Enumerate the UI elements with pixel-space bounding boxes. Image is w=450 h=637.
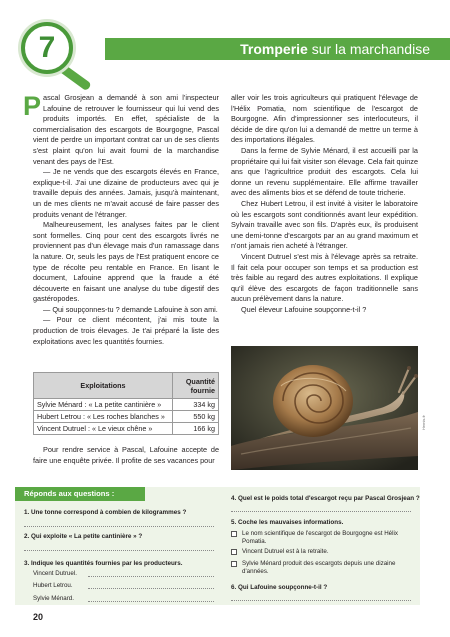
- question-5: 5. Coche les mauvaises informations.: [231, 519, 344, 526]
- checkbox[interactable]: [231, 561, 237, 567]
- snail-photo: [231, 346, 418, 470]
- farm-quantity: 550 kg: [173, 411, 219, 423]
- magnifier-icon: [21, 22, 73, 74]
- paragraph: Pour rendre service à Pascal, Lafouine accepte de faire une enquête privée. Il profite de ses vacances pour: [33, 445, 219, 465]
- production-table: [33, 372, 219, 435]
- table-row: [34, 423, 219, 435]
- answer-line-4[interactable]: [231, 511, 411, 512]
- farm-quantity: 334 kg: [173, 399, 219, 411]
- paragraph: Dans la ferme de Sylvie Ménard, il est accueilli par la propriétaire qui lui fait visiter son élevage. Cela fait quinze ans que l'agricultrice produit des escargots. Cela lui donne un revenu supplémentaire. Elle affirme travailler avec des aliments bios et se défend de toute tricherie.: [231, 145, 418, 198]
- paragraph: Vincent Dutruel s'est mis à l'élevage après sa retraite. Il fait cela pour occuper son temps et sa production est très faible au regard des autres exploitations. Il explique qu'il élève des escargots de façon traditionnelle sans aucun prélèvement dans la nature.: [231, 251, 418, 304]
- checkbox-label: Sylvie Ménard produit des escargots depuis une dizaine d'années.: [242, 560, 396, 575]
- farm-name: Vincent Dutruel : « Le vieux chêne »: [34, 423, 173, 435]
- page-number: 20: [33, 612, 44, 622]
- paragraph: Chez Hubert Letrou, il est invité à visiter le laboratoire où les escargots sont conditionnés avant leur expédition. Sylvain travaille avec son fils. D'après eux, ils produisent une demi-tonne d'escargots par an au grand maximum et n'ont jamais rien acheté à l'étranger.: [231, 198, 418, 251]
- answer-line-2[interactable]: [24, 550, 214, 551]
- column-header: Quantité fournie: [173, 373, 219, 399]
- table-row: [34, 399, 219, 411]
- answer-line-3b[interactable]: [88, 588, 214, 589]
- title-bold: Tromperie: [240, 41, 308, 57]
- question-4: 4. Quel est le poids total d'escargot reçu par Pascal Grosjean ?: [231, 495, 420, 502]
- paragraph: — Qui soupçonnes-tu ? demande Lafouine à son ami.: [43, 304, 218, 314]
- paragraph: Malheureusement, les analyses faites par le client sont formelles. Cinq pour cent des escargots livrés ne proviennent pas d'un élevage mais d'un ramassage dans la nature. Or, seuls les pays de l'Est pratiquent encore ce type de récolte peu rentable en France. En lisant le document, Lafouine apprend que la fraude a été découverte en faisant une analyse du tube digestif des gastéropodes.: [33, 220, 219, 304]
- answer-line-3c[interactable]: [88, 601, 214, 602]
- checkbox-label: Le nom scientifique de l'escargot de Bourgogne est Hélix Pomatia.: [242, 530, 398, 545]
- paragraph: [23, 91, 219, 167]
- snail-illustration: [231, 346, 418, 470]
- farm-quantity: 166 kg: [173, 423, 219, 435]
- photo-credit: Hemis.fr: [421, 415, 426, 430]
- question-1: 1. Une tonne correspond à combien de kilogrammes ?: [24, 509, 187, 516]
- question-6: 6. Qui Lafouine soupçonne-t-il ?: [231, 584, 328, 591]
- question-3: 3. Indique les quantités fournies par les producteurs.: [24, 560, 183, 567]
- answer-line-6[interactable]: [231, 600, 411, 601]
- column-header: Exploitations: [34, 373, 173, 399]
- title-rest: sur la marchandise: [307, 41, 430, 57]
- checkbox[interactable]: [231, 549, 237, 555]
- chapter-number: 7: [38, 31, 56, 64]
- answer-line-1[interactable]: [24, 526, 214, 527]
- checkbox[interactable]: [231, 531, 237, 537]
- questions-box: [15, 487, 420, 605]
- paragraph: — Je ne vends que des escargots élevés en France, explique-t-il. J'ai une dizaine de producteurs avec qui je travaille depuis des années. Jamais, jusqu'à maintenant, un de mes clients ne m'avait accusé de faire passer des produits venant de l'étranger.: [33, 167, 219, 219]
- answer-label: Hubert Letrou.: [33, 582, 73, 589]
- drop-cap: P: [23, 91, 42, 121]
- farm-name: Hubert Letrou : « Les roches blanches »: [34, 411, 173, 423]
- paragraph: aller voir les trois agriculteurs qui pratiquent l'élevage de l'Hélix Pomatia, nom scientifique de l'escargot de Bourgogne. Afin d'impressionner ses interlocuteurs, il décide de dire qu'on lui a demandé de mettre un terme à des importations illégales.: [231, 93, 418, 145]
- story-column-left: [23, 91, 219, 347]
- question-prompt: Quel éleveur Lafouine soupçonne-t-il ?: [241, 304, 367, 314]
- answer-label: Sylvie Ménard.: [33, 595, 74, 602]
- paragraph-text: ascal Grosjean a demandé à son ami l'inspecteur Lafouine de retrouver le fournisseur qui lui vend des produits importés. En effet, spécialiste de la commercialisation des escargots de Bourgogne, Pascal vient de perdre un important contrat car un de ses clients s'est plaint qu'on lui avait fourni de la marchandise venant des pays de l'Est.: [33, 93, 219, 166]
- answer-label: Vincent Dutruel.: [33, 570, 77, 577]
- table-row: [34, 411, 219, 423]
- question-2: 2. Qui exploite « La petite cantinière » ?: [24, 533, 143, 540]
- checkbox-label: Vincent Dutruel est à la retraite.: [242, 548, 329, 555]
- table-header-row: [34, 373, 219, 399]
- page-title: [240, 38, 430, 60]
- story-column-right: [231, 93, 418, 315]
- farm-name: Sylvie Ménard : « La petite cantinière »: [34, 399, 173, 411]
- questions-title: Réponds aux questions :: [24, 489, 115, 498]
- answer-line-3a[interactable]: [88, 576, 214, 577]
- paragraph: — Pour ce client mécontent, j'ai mis toute la production de trois élevages. Je t'ai préparé la liste des exploitations avec les quantités fournies.: [33, 315, 219, 346]
